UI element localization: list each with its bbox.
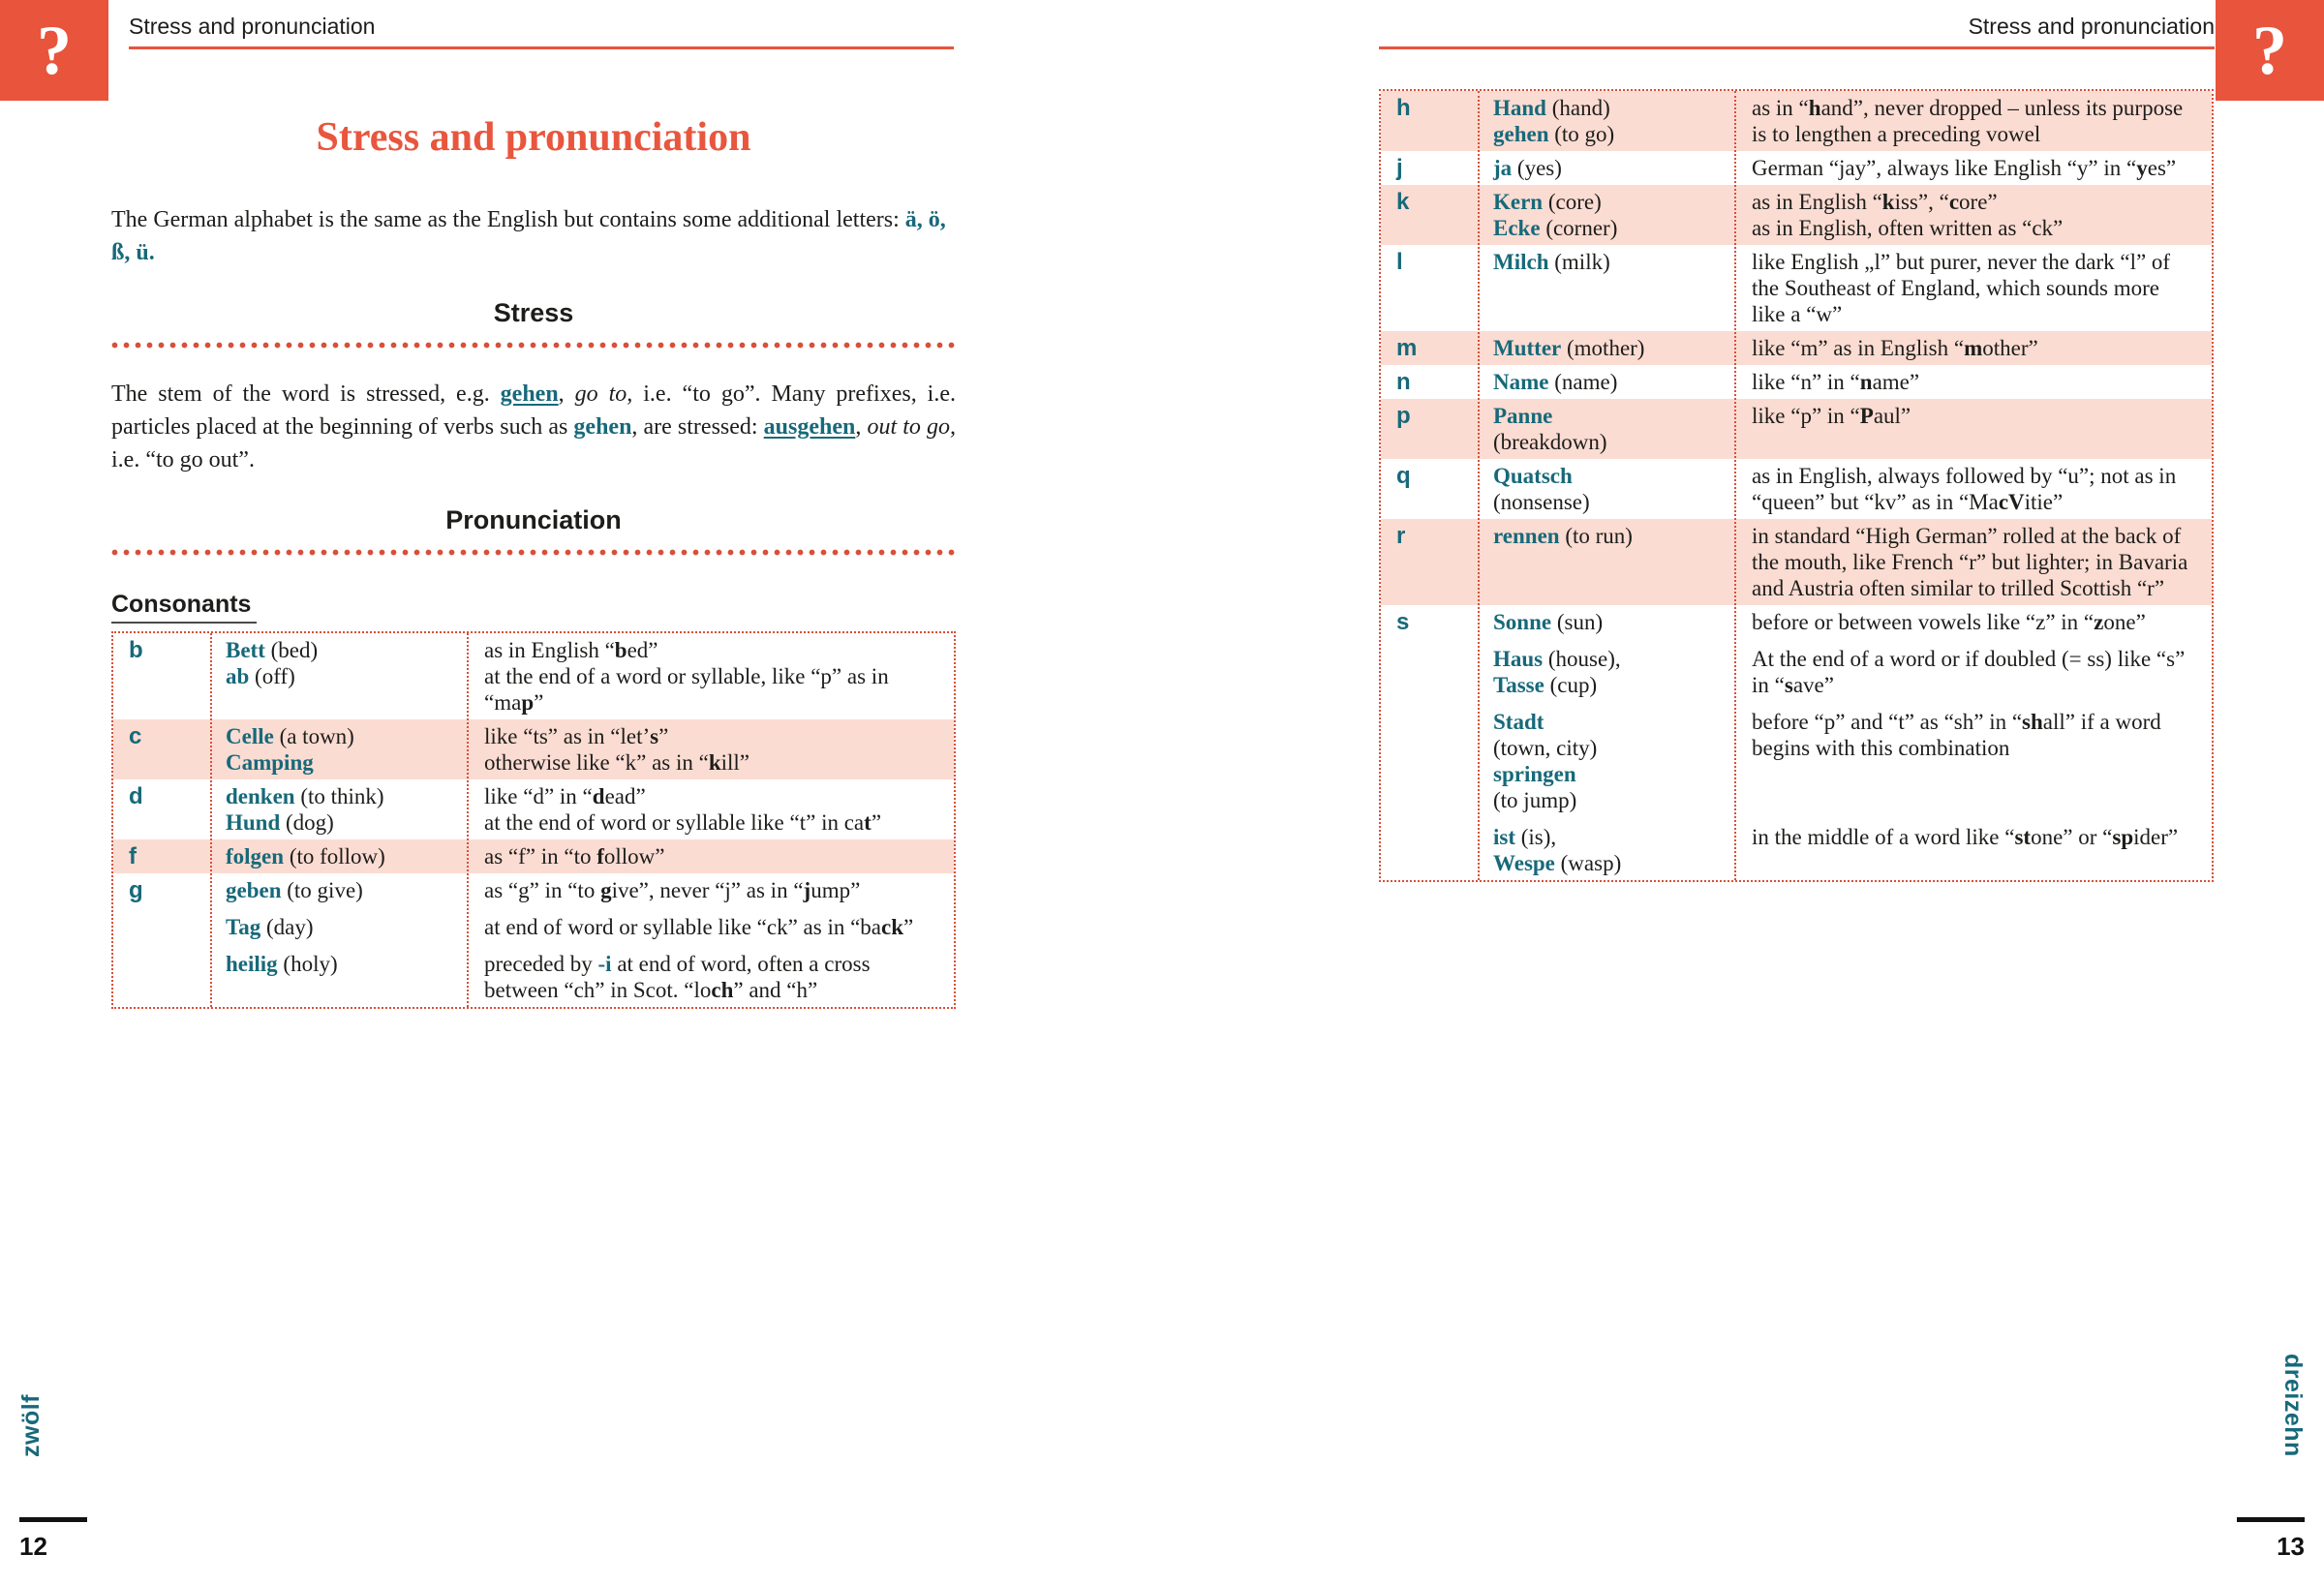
german-example-cell: Panne (breakdown): [1493, 404, 1607, 454]
table-entry: [1381, 369, 2212, 395]
consonant-table-left: [111, 631, 956, 1009]
table-entry: [113, 809, 954, 836]
table-entry: [113, 749, 954, 776]
pronunciation-description-cell: at the end of a word or syllable, like “p” as in “map”: [484, 664, 889, 716]
letter-cell: [1381, 646, 1478, 698]
letter-cell: q: [1396, 463, 1411, 489]
question-mark-icon: ?: [37, 12, 72, 89]
german-example-cell: Tag (day): [226, 915, 314, 940]
pronunciation-description-cell: as “f” in “to follow”: [484, 844, 665, 869]
pronunciation-row-g: [113, 873, 954, 1007]
german-example-cell: Quatsch (nonsense): [1493, 464, 1590, 514]
pronunciation-description-cell: at end of word or syllable like “ck” as in “back”: [484, 915, 914, 940]
letter-cell: l: [1396, 249, 1403, 275]
left-page-content: [111, 0, 956, 1009]
german-example-cell: ist (is), Wespe (wasp): [1493, 825, 1622, 875]
pronunciation-description-cell: at the end of word or syllable like “t” in cat”: [484, 810, 882, 836]
page-number-block-left: [19, 1517, 87, 1562]
letter-cell: [113, 809, 210, 836]
german-example-cell: Ecke (corner): [1493, 216, 1618, 240]
german-example-cell: Mutter (mother): [1493, 336, 1645, 360]
pronunciation-row-b: [113, 633, 954, 719]
pronunciation-description-cell: preceded by -i at end of word, often a cross between “ch” in Scot. “loch” and “h”: [484, 952, 871, 1003]
table-column-divider: [1478, 91, 1480, 880]
german-example-cell: denken (to think): [226, 784, 384, 809]
letter-cell: r: [1396, 523, 1406, 549]
letter-cell: [113, 663, 210, 716]
page-title: Stress and pronunciation: [316, 115, 751, 160]
letter-cell: g: [129, 877, 143, 904]
letter-cell: [1381, 824, 1478, 876]
right-page-content: [1379, 0, 2214, 882]
folio-bar: [19, 1517, 87, 1522]
german-example-cell: Celle (a town): [226, 724, 354, 749]
pronunciation-row-q: [1381, 459, 2212, 519]
pronunciation-description-cell: before or between vowels like “z” in “zone”: [1752, 610, 2146, 634]
pronunciation-description-cell: as in “hand”, never dropped – unless its purpose is to lengthen a preceding vowel: [1752, 96, 2184, 146]
chapter-corner-block: [2216, 0, 2324, 101]
table-entry: [1381, 215, 2212, 241]
pronunciation-row-j: [1381, 151, 2212, 185]
german-example-cell: Camping: [226, 750, 314, 776]
pronunciation-description-cell: otherwise like “k” as in “kill”: [484, 750, 750, 776]
pronunciation-row-r: [1381, 519, 2212, 605]
intro-paragraph: The German alphabet is the same as the English but contains some additional letters: ä, ö, ß, ü.: [111, 207, 946, 266]
pronunciation-row-s: [1381, 605, 2212, 880]
pronunciation-row-f: [113, 839, 954, 873]
table-entry: [113, 843, 954, 869]
letter-cell: k: [1396, 189, 1410, 215]
letter-cell: m: [1396, 335, 1418, 361]
pronunciation-row-h: [1381, 91, 2212, 151]
letter-cell: [1381, 709, 1478, 813]
german-example-cell: Name (name): [1493, 370, 1618, 394]
pronunciation-description-cell: in the middle of a word like “stone” or “spider”: [1752, 825, 2179, 849]
german-example-cell: Bett (bed): [226, 638, 319, 663]
table-column-divider: [210, 633, 212, 1007]
letter-cell: s: [1396, 609, 1410, 635]
german-example-cell: Haus (house), Tasse (cup): [1493, 647, 1621, 697]
dotted-rule: [111, 549, 956, 556]
table-column-divider: [467, 633, 469, 1007]
table-entry: [1381, 249, 2212, 327]
letter-cell: [113, 951, 210, 1003]
pronunciation-description-cell: like “d” in “dead”: [484, 784, 646, 809]
table-entry: [113, 637, 954, 663]
letter-cell: [113, 749, 210, 776]
stress-heading: Stress: [493, 298, 574, 328]
german-example-cell: folgen (to follow): [226, 844, 385, 869]
page-number-text: 13: [2277, 1532, 2305, 1561]
stress-paragraph: The stem of the word is stressed, e.g. gehen, go to, i.e. “to go”. Many prefixes, i.e. particles placed at the beginning of verbs such as gehen, are stressed: ausgehen, out to go, i.e. “to go out”.: [111, 381, 957, 473]
table-entry: [113, 951, 954, 1003]
question-mark-icon: ?: [2252, 12, 2287, 89]
german-example-cell: Milch (milk): [1493, 250, 1610, 274]
german-example-cell: rennen (to run): [1493, 524, 1633, 548]
folio-bar: [2237, 1517, 2305, 1522]
table-entry: [113, 663, 954, 716]
table-entry: [113, 914, 954, 940]
german-example-cell: ab (off): [226, 664, 295, 689]
german-example-cell: Sonne (sun): [1493, 610, 1604, 634]
pronunciation-description-cell: like English „l” but purer, never the dark “l” of the Southeast of England, which sounds more like a “w”: [1752, 250, 2171, 326]
letter-cell: c: [129, 723, 142, 750]
letter-cell: p: [1396, 403, 1411, 429]
letter-cell: n: [1396, 369, 1411, 395]
pronunciation-row-p: [1381, 399, 2212, 459]
side-label-zwoelf: zwölf: [17, 1394, 45, 1457]
pronunciation-row-k: [1381, 185, 2212, 245]
pronunciation-heading: Pronunciation: [445, 505, 622, 535]
table-entry: [1381, 155, 2212, 181]
german-example-cell: Hund (dog): [226, 810, 334, 836]
page-number-block-right: [2237, 1517, 2305, 1562]
pronunciation-description-cell: like “m” as in English “mother”: [1752, 336, 2038, 360]
pronunciation-row-c: [113, 719, 954, 779]
pronunciation-description-cell: like “n” in “name”: [1752, 370, 1920, 394]
chapter-corner-block: [0, 0, 108, 101]
pronunciation-description-cell: German “jay”, always like English “y” in “yes”: [1752, 156, 2177, 180]
table-column-divider: [1734, 91, 1736, 880]
german-example-cell: Stadt (town, city) springen (to jump): [1493, 710, 1598, 812]
table-entry: [1381, 95, 2212, 147]
german-example-cell: ja (yes): [1493, 156, 1562, 180]
pronunciation-description-cell: before “p” and “t” as “sh” in “shall” if a word begins with this combination: [1752, 710, 2161, 760]
pronunciation-description-cell: in standard “High German” rolled at the back of the mouth, like French “r” but lighter; in Bavaria and Austria often similar to trilled Scottish “r”: [1752, 524, 2188, 600]
pronunciation-row-d: [113, 779, 954, 839]
letter-cell: h: [1396, 95, 1411, 121]
pronunciation-description-cell: as in English, always followed by “u”; not as in “queen” but “kv” as in “MacVitie”: [1752, 464, 2177, 514]
pronunciation-description-cell: At the end of a word or if doubled (= ss) like “s” in “save”: [1752, 647, 2186, 697]
side-label-dreizehn: dreizehn: [2279, 1354, 2307, 1457]
pronunciation-description-cell: as in English, often written as “ck”: [1752, 216, 2064, 240]
pronunciation-description-cell: as in English “bed”: [484, 638, 658, 663]
german-example-cell: Hand (hand) gehen (to go): [1493, 96, 1615, 146]
letter-cell: [1381, 215, 1478, 241]
pronunciation-description-cell: like “ts” as in “let’s”: [484, 724, 669, 749]
running-header-text: Stress and pronunciation: [129, 14, 376, 39]
pronunciation-row-m: [1381, 331, 2212, 365]
table-entry: [1381, 709, 2212, 813]
consonant-table-right: [1379, 89, 2214, 882]
table-entry: [1381, 609, 2212, 635]
table-entry: [113, 723, 954, 749]
letter-cell: j: [1396, 155, 1403, 181]
table-entry: [1381, 403, 2212, 455]
pronunciation-row-l: [1381, 245, 2212, 331]
letter-cell: b: [129, 637, 143, 664]
page-number-text: 12: [19, 1532, 47, 1561]
german-example-cell: geben (to give): [226, 878, 363, 903]
letter-cell: d: [129, 783, 143, 810]
german-example-cell: Kern (core): [1493, 190, 1602, 214]
running-header-text: Stress and pronunciation: [1968, 14, 2215, 39]
pronunciation-description-cell: as “g” in “to give”, never “j” as in “jump”: [484, 878, 861, 903]
table-entry: [1381, 824, 2212, 876]
table-entry: [113, 783, 954, 809]
dotted-rule: [111, 342, 956, 349]
pronunciation-description-cell: like “p” in “Paul”: [1752, 404, 1911, 428]
pronunciation-row-n: [1381, 365, 2212, 399]
pronunciation-description-cell: as in English “kiss”, “core”: [1752, 190, 1998, 214]
table-entry: [1381, 189, 2212, 215]
table-entry: [1381, 463, 2212, 515]
table-entry: [113, 877, 954, 903]
letter-cell: f: [129, 843, 137, 870]
page-right: [1162, 0, 2324, 1585]
consonants-label: Consonants: [111, 591, 257, 624]
table-entry: [1381, 335, 2212, 361]
letter-cell: [113, 914, 210, 940]
table-entry: [1381, 523, 2212, 601]
table-entry: [1381, 646, 2212, 698]
german-example-cell: heilig (holy): [226, 952, 338, 977]
